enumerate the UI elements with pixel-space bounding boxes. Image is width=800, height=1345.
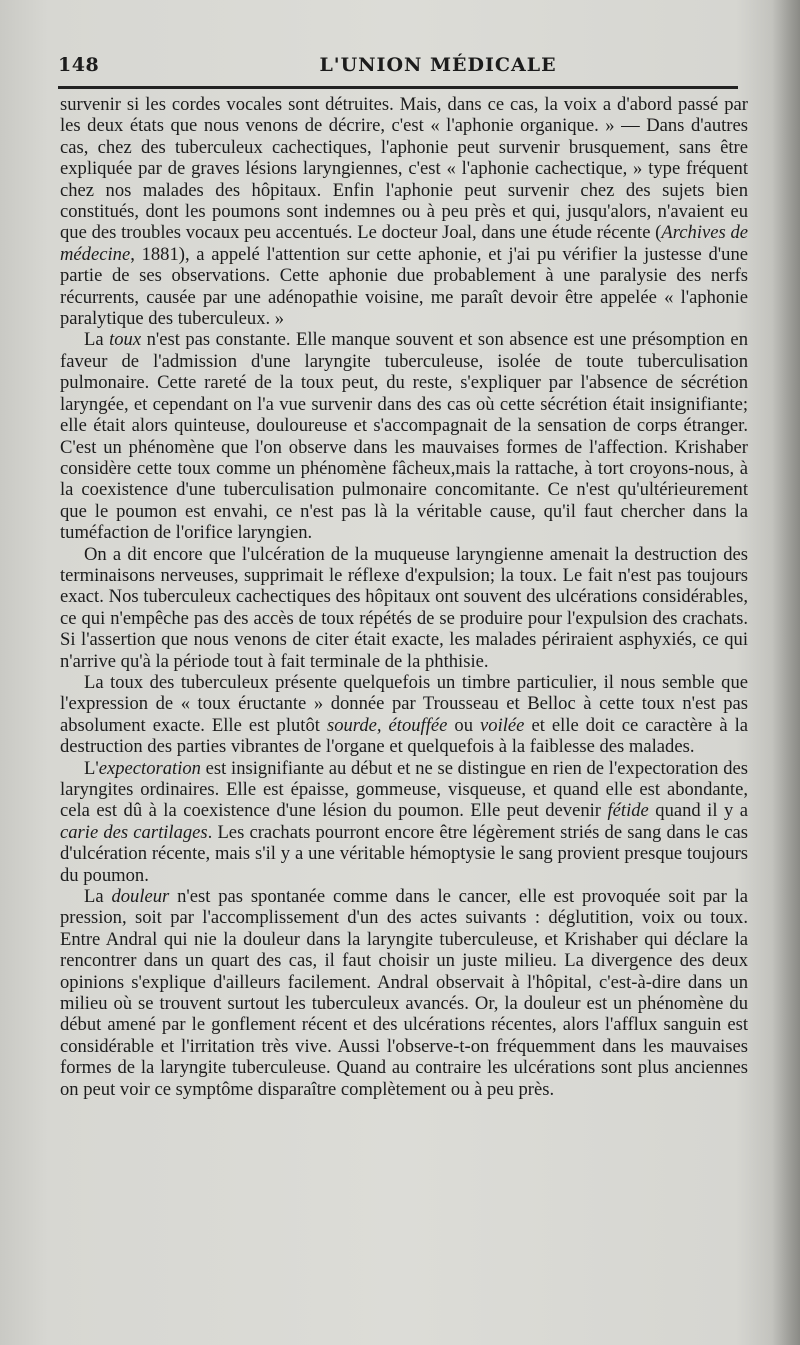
text-segment: est insignifiante au début et ne se distingue en rien de l'expectoration des laryngites ordinaires. Elle est épaisse, gommeuse, visqueuse, et quand elle est abondante, cela est dû à la coexistence d'une lésion du poumon. Elle peut devenir <box>60 757 748 822</box>
italic-text: expectoration <box>98 757 201 779</box>
paragraph <box>60 329 748 543</box>
text-segment: et elle doit ce caractère à la destruction des parties vibrantes de l'organe et quelquefois à la faiblesse des malades. <box>60 714 749 758</box>
text-segment: n'est pas spontanée comme dans le cancer, elle est provoquée soit par la pression, soit par l'accomplissement d'un des actes suivants : déglutition, voix ou toux. Entre Andral qui nie la douleur dans la laryngite tuberculeuse, et Krishaber qui déclare la rencontrer dans un quart des cas, il faut choisir un juste milieu. La divergence des deux opinions s'explique d'ailleurs facilement. Andral observait à l'hôpital, c'est-à-dire dans un milieu où se trouvent surtout les tuberculeux avancés. Or, la douleur est un phénomène du début amené par le gonflement récent et des ulcérations récentes, alors l'afflux sanguin est considérable et l'irritation très vive. Aussi l'observe-t-on fréquemment dans les mauvaises formes de la laryngite tuberculeuse. Quand au contraire les ulcérations sont plus anciennes on peut voir ce symptôme disparaître complètement ou à peu près. <box>60 886 748 1100</box>
italic-text: sourde, étouffée <box>326 714 448 736</box>
text-segment: . Les crachats pourront encore être légèrement striés de sang dans le cas d'ulcération récente, mais s'il y a une véritable hémoptysie le sang provient presque toujours du poumon. <box>60 821 748 886</box>
article-body <box>60 94 748 1100</box>
text-segment: La toux des tuberculeux présente quelquefois un timbre particulier, il nous semble que l'expression de « toux éructante » donnée par Trousseau et Belloc à cette toux n'est pas absolument exacte. Elle est plutôt <box>60 671 748 736</box>
text-segment: quand il y a <box>648 800 748 822</box>
italic-text: douleur <box>111 886 170 908</box>
text-segment: On a dit encore que l'ulcération de la muqueuse laryngienne amenait la destruction des terminaisons nerveuses, supprimait le réflexe d'expulsion; la toux. Le fait n'est pas toujours exact. Nos tuberculeux cachectiques des hôpitaux ont souvent des ulcérations considérables, ce qui n'empêche pas des accès de toux répétés de se produire pour l'expulsion des crachats. Si l'assertion que nous venons de citer était exacte, les malades périraient asphyxiés, ce qui n'arrive qu'à la période tout à fait terminale de la phthisie. <box>60 543 748 672</box>
page-number: 148 <box>58 54 100 76</box>
header-rule <box>58 86 738 89</box>
text-segment: La <box>84 886 112 908</box>
text-segment: L' <box>84 757 99 779</box>
text-segment: ou <box>447 714 481 736</box>
text-segment: La <box>84 329 110 351</box>
text-segment: survenir si les cordes vocales sont détruites. Mais, dans ce cas, la voix a d'abord passé par les deux états que nous venons de décrire, c'est « l'aphonie organique. » — Dans d'autres cas, chez des tuberculeux cachectiques, l'aphonie peut survenir brusquement, sans être expliquée par de graves lésions laryngiennes, c'est « l'aphonie cachectique, » type fréquent chez nos malades des hôpitaux. Enfin l'aphonie peut survenir chez des sujets bien constitués, dont les poumons sont indemnes ou à peu près et qui, jusqu'alors, n'avaient eu que des troubles vocaux peu accentués. Le docteur Joal, dans une étude récente ( <box>60 94 748 244</box>
text-segment: , 1881), a appelé l'attention sur cette aphonie, et j'ai pu vérifier la justesse d'une partie de ses observations. Cette aphonie due probablement à une paralysie des nerfs récurrents, causée par une adénopathie voisine, me paraît devoir être appelée « l'aphonie paralytique des tuberculeux. » <box>60 243 748 330</box>
paragraph <box>60 94 748 329</box>
paragraph <box>60 544 748 672</box>
italic-text: Archives de médecine <box>60 222 748 265</box>
italic-text: fétide <box>607 800 649 822</box>
text-segment: n'est pas constante. Elle manque souvent et son absence est une présomption en faveur de l'admission d'une laryngite tuberculeuse, isolée de toute tuberculisation pulmonaire. Cette rareté de la toux peut, du reste, s'expliquer par l'absence de sécrétion laryngée, et cependant on l'a vue survenir dans des cas où cette sécrétion était insignifiante; elle était alors quinteuse, douloureuse et s'accompagnait de la sensation de corps étranger. C'est un phénomène que l'on observe dans les mauvaises formes de l'affection. Krishaber considère cette toux comme un phénomène fâcheux,mais la rattache, à tort croyons-nous, à la coexistence d'une tuberculisation pulmonaire concomitante. Ce n'est qu'ultérieurement que le poumon est envahi, ce n'est pas là la véritable cause, qu'il faut chercher dans la tuméfaction de l'orifice laryngien. <box>60 329 748 544</box>
paragraph <box>60 672 748 758</box>
italic-text: toux <box>109 329 142 351</box>
page-spine-shadow <box>772 0 800 1345</box>
paragraph <box>60 758 748 886</box>
running-title: L'UNION MÉDICALE <box>319 54 557 76</box>
italic-text: voilée <box>480 714 525 736</box>
page-header <box>58 50 738 80</box>
paragraph <box>60 886 748 1100</box>
italic-text: carie des cartilages <box>60 821 208 843</box>
